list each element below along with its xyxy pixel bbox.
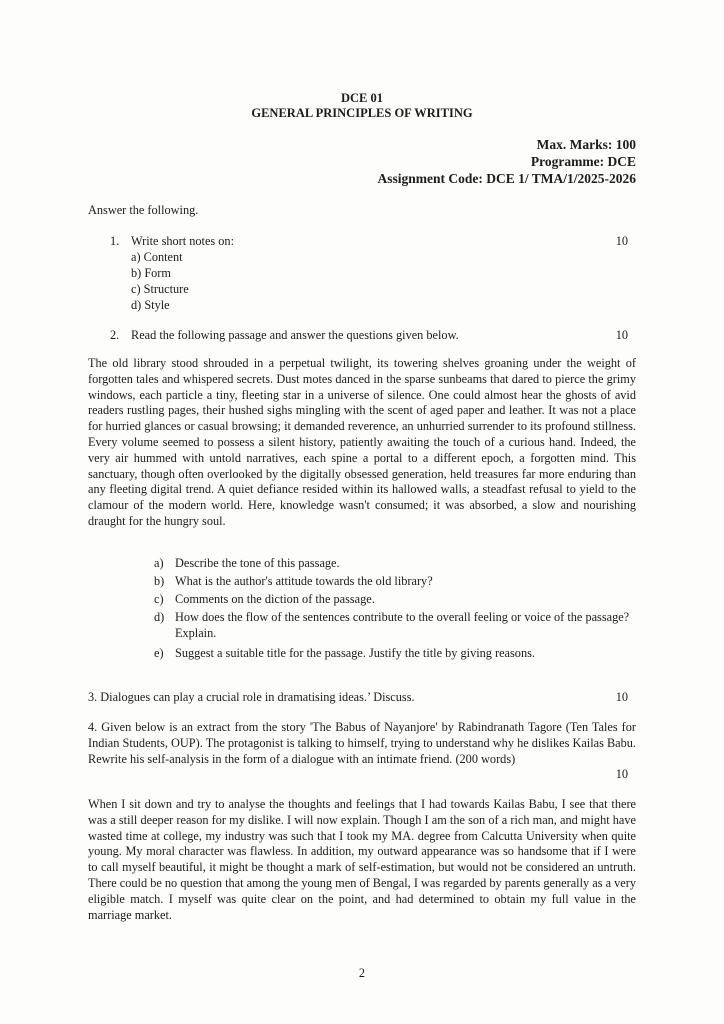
q2-subquestion-text: Describe the tone of this passage. — [175, 556, 340, 570]
programme: Programme: DCE — [530, 154, 636, 169]
q1-number: 1. — [110, 234, 120, 248]
q1-item: b) Form — [131, 266, 171, 280]
q2-subquestion-letter: b) — [154, 574, 165, 588]
q1-text: Write short notes on: — [131, 234, 234, 248]
q2-subquestion-text: What is the author's attitude towards the old library? — [175, 574, 433, 588]
q2-text: Read the following passage and answer the questions given below. — [131, 328, 459, 342]
q2-subquestion-text: How does the flow of the sentences contribute to the overall feeling or voice of the passage? Explain. — [175, 610, 630, 640]
q2-subquestion-letter: e) — [154, 646, 164, 660]
q4-text: 4. Given below is an extract from the story 'The Babus of Nayanjore' by Rabindranath Tagore (Ten Tales for Indian Students, OUP). The protagonist is talking to himself, trying to understand why he dislikes Kailas Babu. Rewrite his self-analysis in the form of a dialogue with an intimate friend. (200 words) — [88, 720, 636, 766]
q1-item: c) Structure — [131, 282, 189, 296]
q2-passage: The old library stood shrouded in a perpetual twilight, its towering shelves groaning under the weight of forgotten tales and whispered secrets. Dust motes danced in the sparse sunbeams that dared to pierce the grimy windows, each particle a tiny, fleeting star in a universe of silence. One could almost hear the ghosts of avid readers rustling pages, their hushed sighs mingling with the scent of aged paper and leather. It was not a place for hurried glances or casual browsing; it demanded reverence, an unhurried surrender to its profound stillness. Every volume seemed to possess a silent history, patiently awaiting the touch of a curious hand. Indeed, the very air hummed with untold narratives, each spine a portal to a different epoch, a forgotten mind. This sanctuary, though often overlooked by the digitally obsessed generation, held treasures far more enduring than any fleeting digital trend. A quiet defiance resided within its hallowed walls, a steadfast refusal to yield to the clamour of the modern world. Here, knowledge wasn't consumed; it was absorbed, a slow and nourishing draught for the hungry soul. — [88, 356, 636, 528]
q3-marks: 10 — [615, 690, 628, 704]
instruction: Answer the following. — [88, 203, 199, 217]
q2-subquestion-text: Suggest a suitable title for the passage. Justify the title by giving reasons. — [175, 646, 535, 660]
q4-marks: 10 — [615, 767, 628, 781]
q4-extract: When I sit down and try to analyse the thoughts and feelings that I had towards Kailas Babu, I see that there was a still deeper reason for my dislike. I will now explain. Though I am the son of a rich man, and might have wasted time at college, my industry was such that I took my MA. degree from Calcutta University when quite young. My moral character was flawless. In addition, my outward appearance was so handsome that if I were to call myself beautiful, it might be thought a mark of self-estimation, but would not be considered an untruth. There could be no question that among the young men of Bengal, I was regarded by parents generally as a very eligible match. I myself was quite clear on the point, and had determined to obtain my full value in the marriage market. — [88, 797, 636, 922]
assignment-code: Assignment Code: DCE 1/ TMA/1/2025-2026 — [377, 171, 636, 186]
q3-text: 3. Dialogues can play a crucial role in dramatising ideas.’ Discuss. — [88, 690, 415, 704]
q2-subquestion-text: Comments on the diction of the passage. — [175, 592, 375, 606]
q1-item: a) Content — [131, 250, 183, 264]
q2-marks: 10 — [615, 328, 628, 342]
q2-subquestion-letter: a) — [154, 556, 164, 570]
page-number: 2 — [358, 966, 366, 980]
q2-number: 2. — [110, 328, 120, 342]
q1-item: d) Style — [131, 298, 170, 312]
q2-subquestion-letter: d) — [154, 610, 165, 624]
q2-subquestion-letter: c) — [154, 592, 164, 606]
course-code: DCE 01 — [340, 91, 384, 105]
max-marks: Max. Marks: 100 — [536, 137, 636, 152]
course-title: GENERAL PRINCIPLES OF WRITING — [251, 106, 473, 120]
q1-marks: 10 — [615, 234, 628, 248]
